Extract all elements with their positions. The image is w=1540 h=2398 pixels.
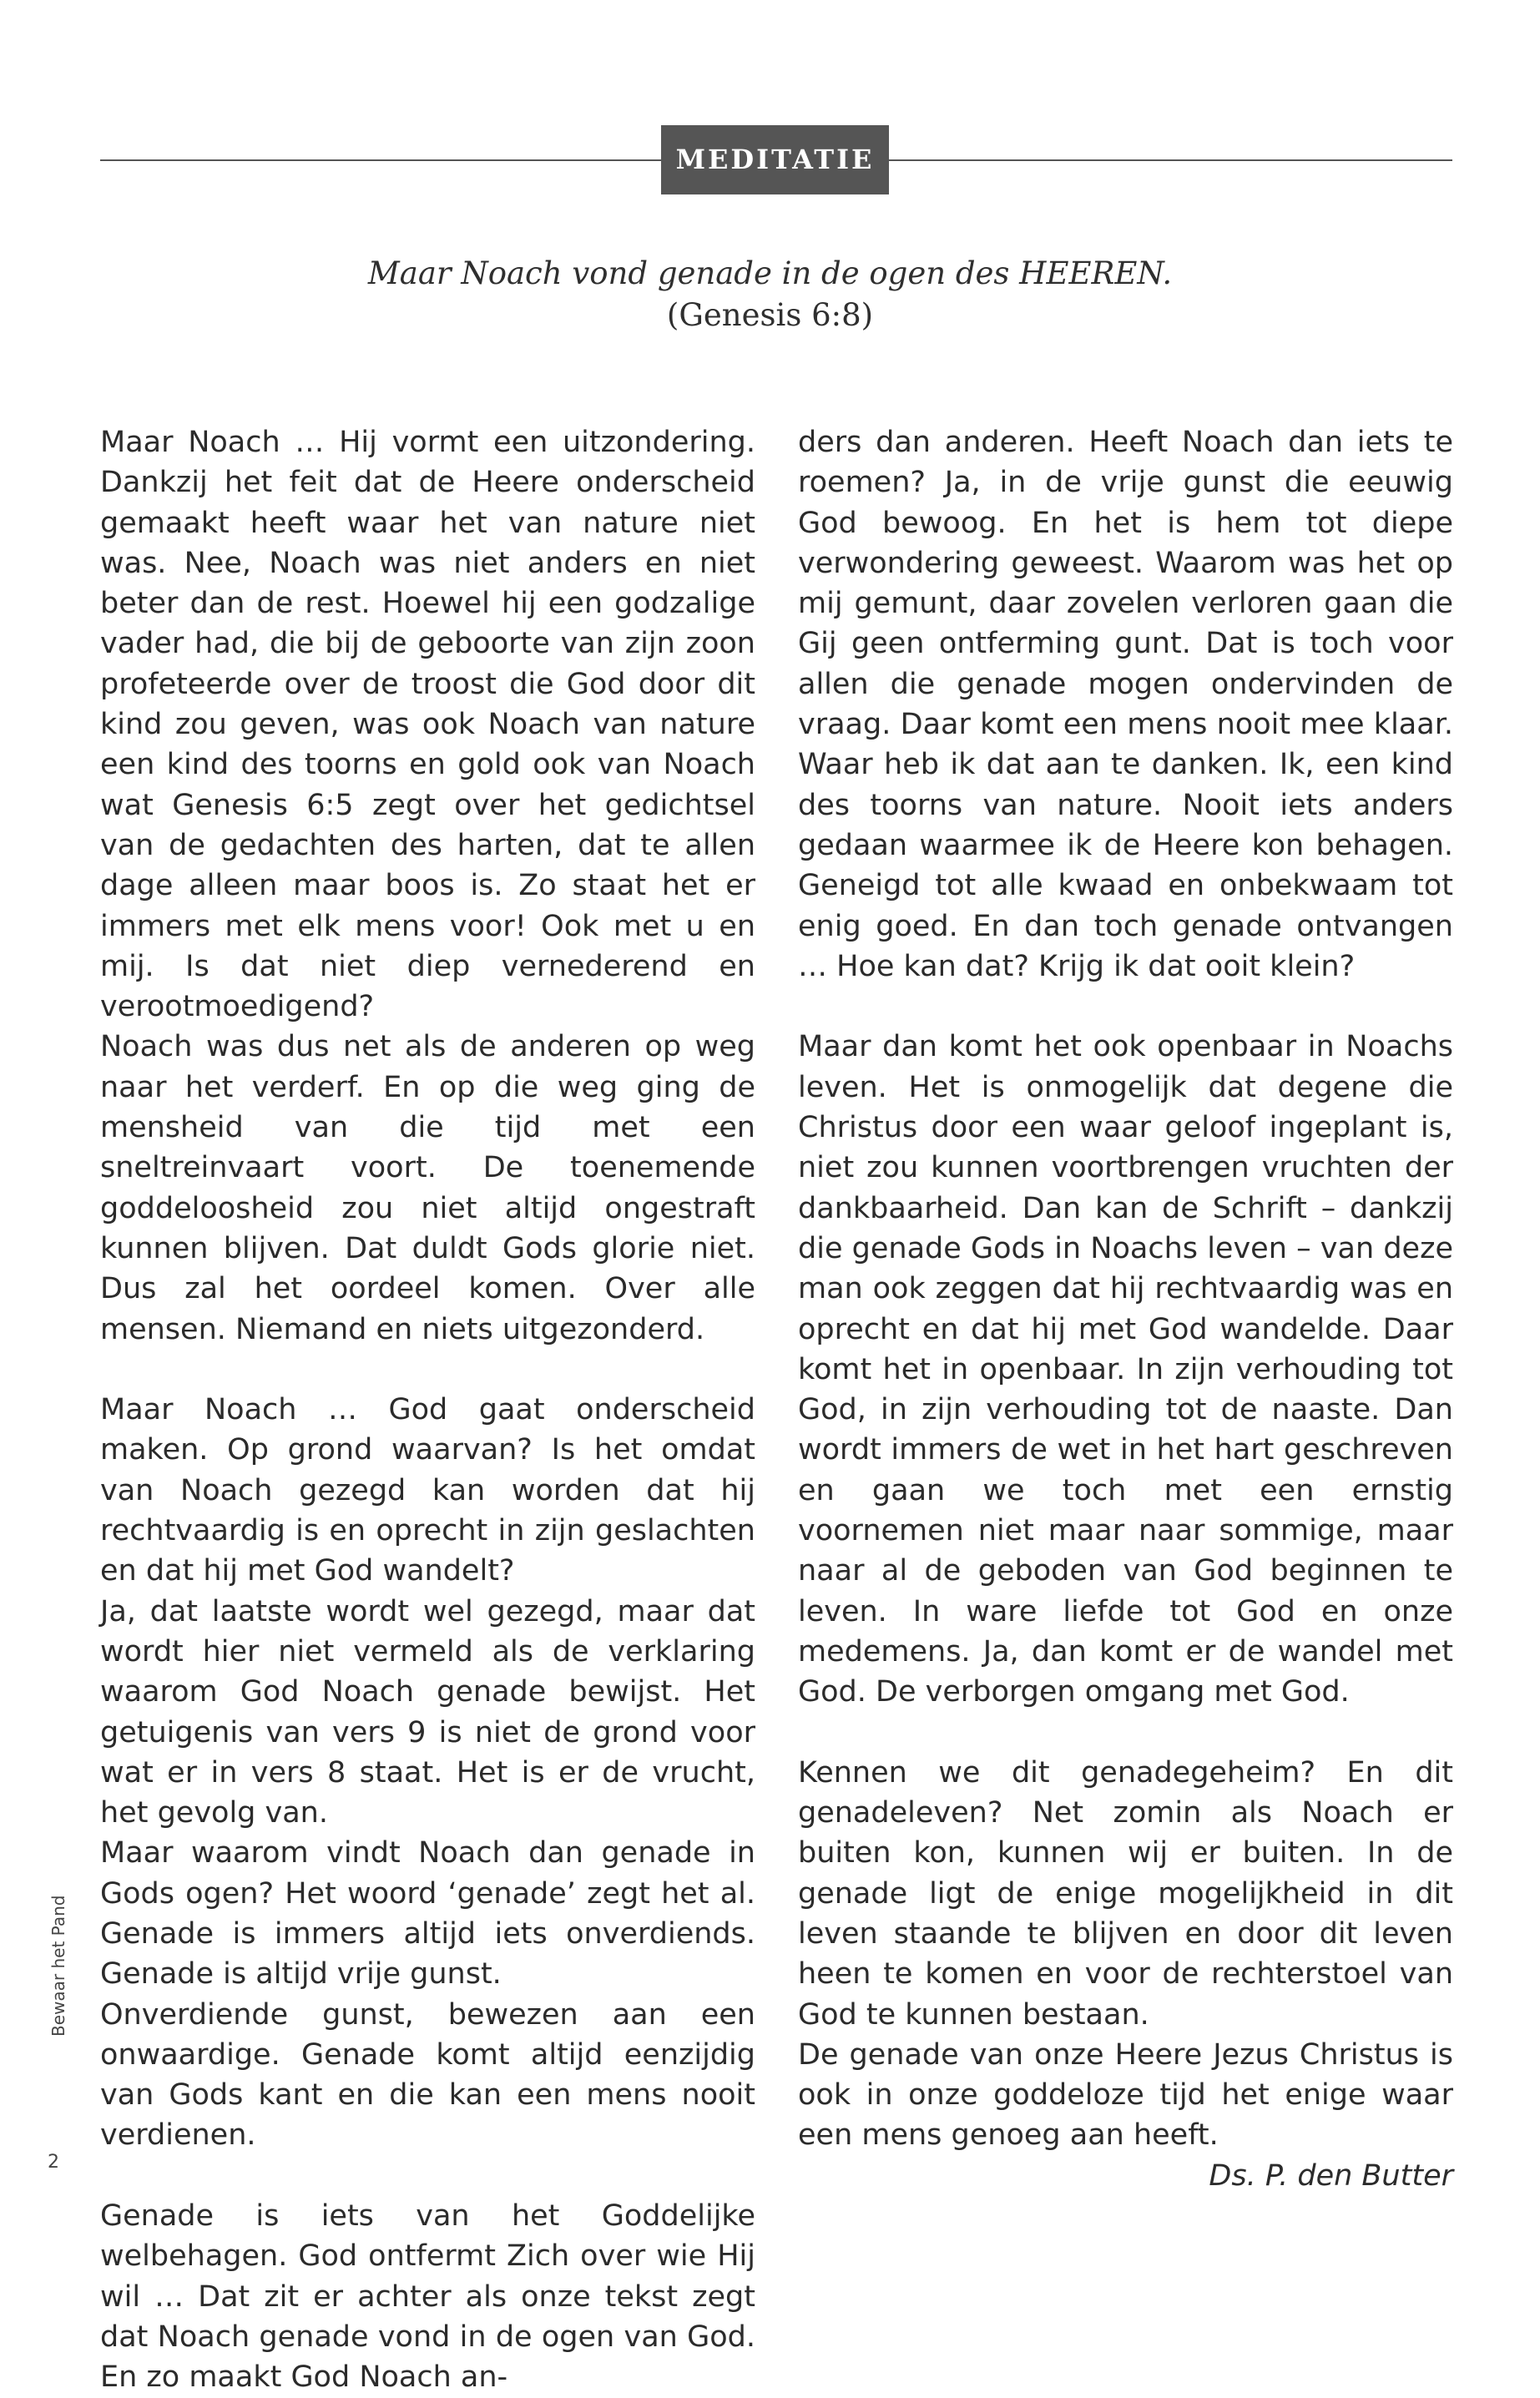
paragraph: Genade is iets van het Goddelijke welbehagen. God ontfermt Zich over wie Hij wil … Dat zit er achter als onze tekst zegt dat Noach genade vond in de ogen van God. En zo maakt God Noach an- bbox=[100, 2199, 755, 2395]
page-number: 2 bbox=[48, 2152, 59, 2173]
left-column bbox=[100, 422, 755, 2398]
author-signature: Ds. P. den Butter bbox=[1209, 2158, 1453, 2193]
paragraph: Maar Noach … Hij vormt een uitzondering. Dankzij het feit dat de Heere onderscheid gemaakt heeft waar het van nature niet was. Nee, Noach was niet anders en niet beter dan de rest. Hoewel hij een godzalige vader had, die bij de geboorte van zijn zoon profeteerde over de troost die God door dit kind zou geven, was ook Noach van nature een kind des toorns en gold ook van Noach wat Genesis 6:5 zegt over het gedichtsel van de gedachten des harten, dat te allen dage alleen maar boos is. Zo staat het er immers met elk mens voor! Ook met u en mij. Is dat niet diep vernederend en verootmoedigend? bbox=[100, 426, 755, 1024]
paragraph: Maar dan komt het ook openbaar in Noachs leven. Het is onmogelijk dat degene die Christus door een waar geloof ingeplant is, niet zou kunnen voortbrengen vruchten der dankbaarheid. Dan kan de Schrift – dankzij die genade Gods in Noachs leven – van deze man ook zeggen dat hij rechtvaardig was en oprecht en dat hij met God wandelde. Daar komt het in openbaar. In zijn verhouding tot God, in zijn verhouding tot de naaste. Dan wordt immers de wet in het hart geschreven en gaan we toch met een ernstig voornemen niet maar naar sommige, maar naar al de geboden van God beginnen te leven. In ware liefde tot God en onze medemens. Ja, dan komt er de wandel met God. De verborgen omgang met God. bbox=[798, 1030, 1453, 1709]
paragraph: Maar Noach … God gaat onderscheid maken. Op grond waarvan? Is het omdat van Noach gezegd kan worden dat hij rechtvaardig is en oprecht in zijn geslachten en dat hij met God wandelt? bbox=[100, 1393, 755, 1588]
paragraph: De genade van onze Heere Jezus Christus is ook in onze goddeloze tijd het enige waar een mens genoeg aan heeft. bbox=[798, 2037, 1453, 2153]
section-label: MEDITATIE bbox=[661, 125, 889, 194]
publication-name: Bewaar het Pand bbox=[48, 1895, 68, 2037]
paragraph: Maar waarom vindt Noach dan genade in Gods ogen? Het woord ‘genade’ zegt het al. Genade is immers altijd iets onverdiends. Genade is altijd vrije gunst. bbox=[100, 1836, 755, 1992]
right-column bbox=[798, 422, 1453, 2196]
paragraph: Onverdiende gunst, bewezen aan een onwaardige. Genade komt altijd eenzijdig van Gods kant en die kan een mens nooit verdienen. bbox=[100, 1997, 755, 2153]
paragraph: Ja, dat laatste wordt wel gezegd, maar dat wordt hier niet vermeld als de verklaring waarom God Noach genade bewijst. Het getuigenis van vers 9 is niet de grond voor wat er in vers 8 staat. Het is er de vrucht, het gevolg van. bbox=[100, 1594, 755, 1830]
scripture-verse: Maar Noach vond genade in de ogen des HEEREN. bbox=[367, 255, 1173, 291]
paragraph: ders dan anderen. Heeft Noach dan iets te roemen? Ja, in de vrije gunst die eeuwig God bewoog. En het is hem tot diepe verwondering geweest. Waarom was het op mij gemunt, daar zovelen verloren gaan die Gij geen ontferming gunt. Dat is toch voor allen die genade mogen ondervinden de vraag. Daar komt een mens nooit mee klaar. Waar heb ik dat aan te danken. Ik, een kind des toorns van nature. Nooit iets anders gedaan waarmee ik de Heere kon behagen. Geneigd tot alle kwaad en onbekwaam tot enig goed. En dan toch genade ontvangen … Hoe kan dat? Krijg ik dat ooit klein? bbox=[798, 426, 1453, 983]
paragraph: Kennen we dit genadegeheim? En dit genadeleven? Net zomin als Noach er buiten kon, kunnen wij er buiten. In de genade ligt de enige mogelijkheid in dit leven staande te blijven en door dit leven heen te komen en voor de rechterstoel van God te kunnen bestaan. bbox=[798, 1755, 1453, 2032]
scripture-reference: (Genesis 6:8) bbox=[666, 297, 874, 333]
header-rule-right bbox=[889, 159, 1452, 161]
header-rule-left bbox=[100, 159, 661, 161]
paragraph: Noach was dus net als de anderen op weg naar het verderf. En op die weg ging de mensheid van die tijd met een sneltreinvaart voort. De toenemende goddeloosheid zou niet altijd ongestraft kunnen blijven. Dat duldt Gods glorie niet. Dus zal het oordeel komen. Over alle mensen. Niemand en niets uitgezonderd. bbox=[100, 1030, 755, 1346]
